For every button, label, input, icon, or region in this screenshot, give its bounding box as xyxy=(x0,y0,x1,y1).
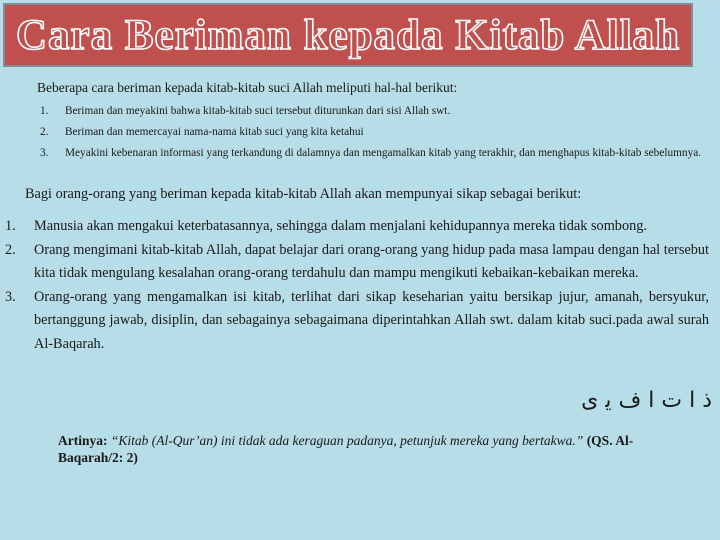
list-number: 1. xyxy=(40,105,49,117)
list-text: Manusia akan mengakui keterbatasannya, sehingga dalam menjalani kehidupannya mereka tidak sombong. xyxy=(34,218,647,234)
title-banner xyxy=(3,3,693,67)
attitude-intro: Bagi orang-orang yang beriman kepada kitab-kitab Allah akan mempunyai sikap sebagai berikut: xyxy=(25,186,582,202)
list-text: Orang-orang yang mengamalkan isi kitab, terlihat dari sikap keseharian yaitu bersikap jujur, amanah, bersyukur, bertanggung jawab, disiplin, dan sebagainya sebagaimana diperintahkan Allah swt. dalam kitab suci.pada awal surah Al-Baqarah. xyxy=(34,288,709,352)
list-number: 1. xyxy=(5,218,16,234)
list-number: 3. xyxy=(5,288,16,305)
page-title: Cara Beriman kepada Kitab Allah xyxy=(15,11,681,59)
list-text: Orang mengimani kitab-kitab Allah, dapat belajar dari orang-orang yang hidup pada masa lampau dengan hal tersebut kita tidak mengulang kesalahan orang-orang terdahulu dan mampu mengikuti kebaikan-kebaikan mereka. xyxy=(34,241,709,281)
arabic-verse: ذ ا ت ا ﻑ ﻳ ى xyxy=(581,388,712,413)
translation-source: (QS. Al-Baqarah/2: 2) xyxy=(58,433,634,465)
intro-text: Beberapa cara beriman kepada kitab-kitab suci Allah meliputi hal-hal berikut: xyxy=(37,80,458,95)
ways-list xyxy=(40,101,712,164)
list-item xyxy=(40,143,712,164)
translation-block xyxy=(58,432,698,466)
list-text: Beriman dan memercayai nama-nama kitab suci yang kita ketahui xyxy=(65,126,364,138)
list-text: Meyakini kebenaran informasi yang terkandung di dalamnya dan mengamalkan kitab yang terakhir, dan menghapus kitab-kitab sebelumnya. xyxy=(65,147,702,159)
attitudes-list xyxy=(5,215,709,356)
list-item xyxy=(40,122,712,143)
translation-label: Artinya: xyxy=(58,433,108,448)
list-item xyxy=(5,239,709,286)
translation-quote: “Kitab (Al-Qur’an) ini tidak ada keraguan padanya, petunjuk mereka yang bertakwa.” xyxy=(110,433,584,448)
list-item xyxy=(5,215,709,239)
list-item xyxy=(40,101,712,122)
list-number: 2. xyxy=(40,126,49,138)
list-number: 2. xyxy=(5,241,16,258)
list-item xyxy=(5,286,709,357)
list-number: 3. xyxy=(40,147,49,159)
list-text: Beriman dan meyakini bahwa kitab-kitab suci tersebut diturunkan dari sisi Allah swt. xyxy=(65,105,451,117)
